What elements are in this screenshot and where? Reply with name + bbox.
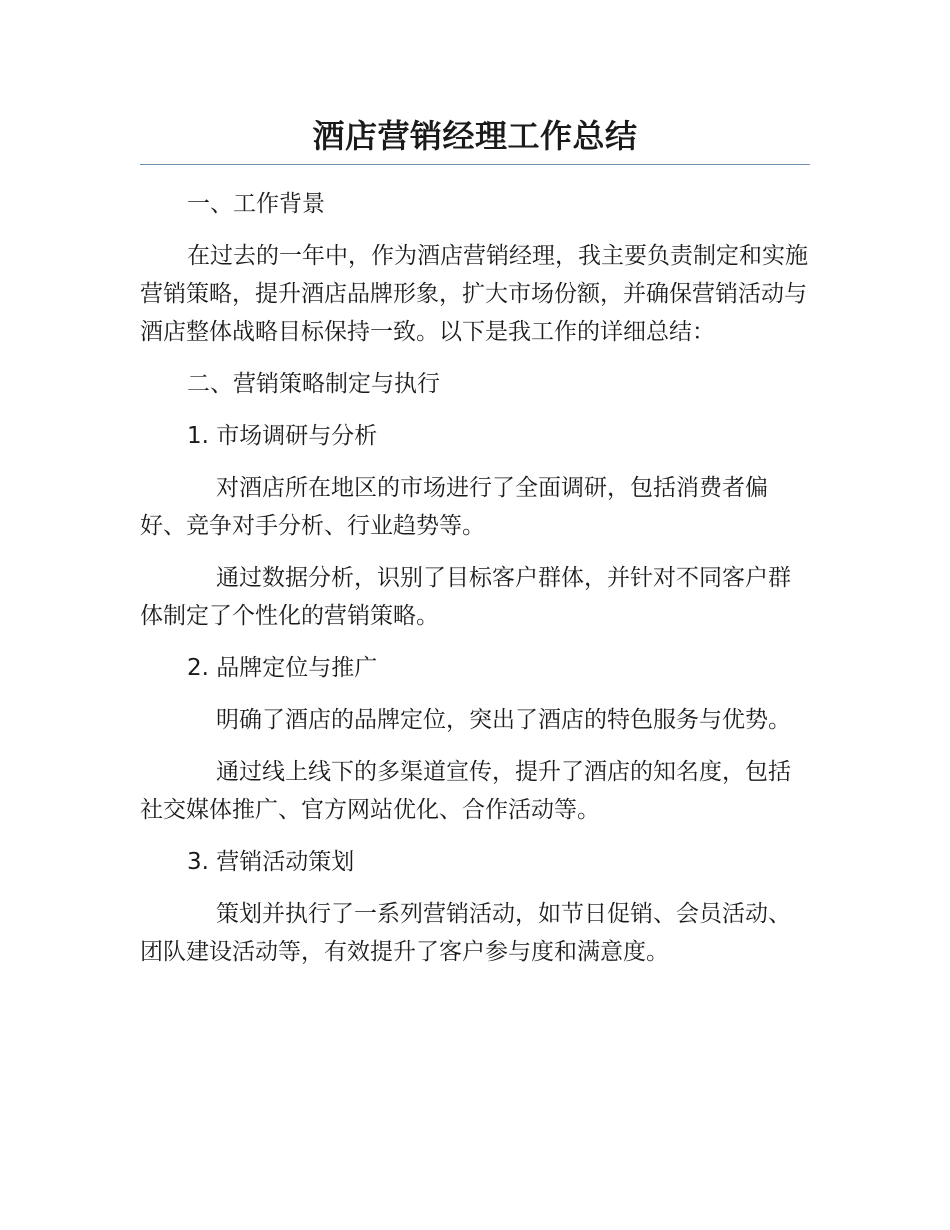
paragraph-market-research-2: 通过数据分析，识别了目标客户群体，并针对不同客户群体制定了个性化的营销策略。 <box>140 565 791 629</box>
section-heading-background: 一、工作背景 <box>187 191 325 217</box>
subsection-heading-brand: 2. 品牌定位与推广 <box>187 655 378 681</box>
document-title: 酒店营销经理工作总结 <box>312 117 638 155</box>
subsection-heading-market-research: 1. 市场调研与分析 <box>187 423 378 449</box>
paragraph-brand-2: 通过线上线下的多渠道宣传，提升了酒店的知名度，包括社交媒体推广、官方网站优化、合作活动等。 <box>140 759 791 823</box>
section-heading-strategy: 二、营销策略制定与执行 <box>187 371 440 397</box>
document-page <box>140 110 810 985</box>
paragraph-campaigns-1: 策划并执行了一系列营销活动，如节日促销、会员活动、团队建设活动等，有效提升了客户参与度和满意度。 <box>140 901 791 965</box>
section-body-background: 在过去的一年中，作为酒店营销经理，我主要负责制定和实施营销策略，提升酒店品牌形象，扩大市场份额，并确保营销活动与酒店整体战略目标保持一致。以下是我工作的详细总结： <box>140 243 808 345</box>
paragraph-brand-1: 明确了酒店的品牌定位，突出了酒店的特色服务与优势。 <box>216 707 791 733</box>
title-divider <box>140 164 810 165</box>
paragraph-market-research-1: 对酒店所在地区的市场进行了全面调研，包括消费者偏好、竞争对手分析、行业趋势等。 <box>140 475 768 539</box>
subsection-heading-campaigns: 3. 营销活动策划 <box>187 849 355 875</box>
